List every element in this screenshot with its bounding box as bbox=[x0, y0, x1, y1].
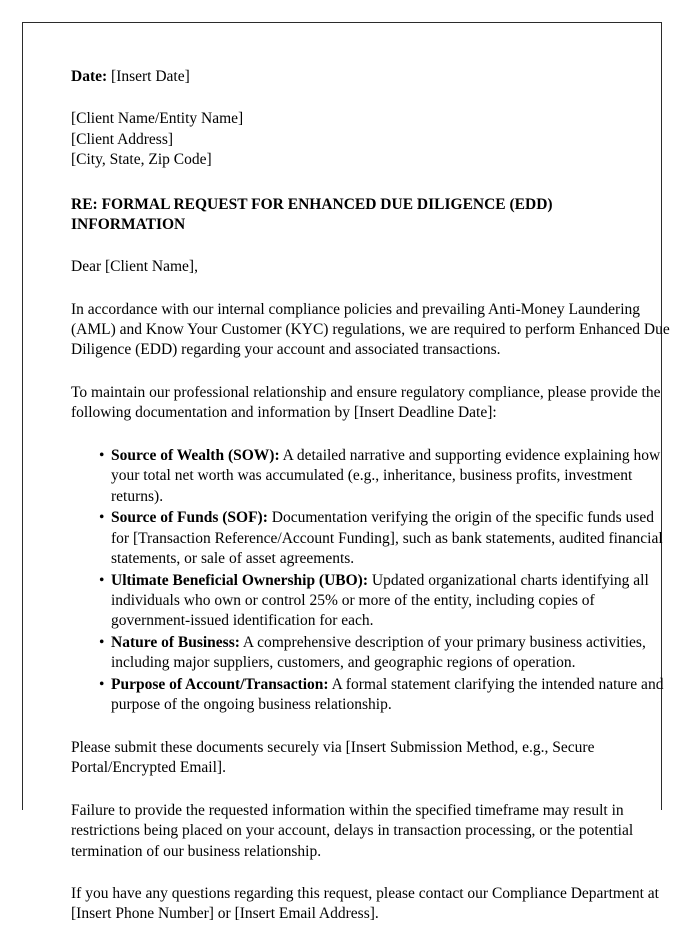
salutation: Dear [Client Name], bbox=[71, 258, 198, 276]
date-value: [Insert Date] bbox=[111, 68, 190, 85]
list-item bbox=[71, 446, 671, 507]
paragraph-submission: Please submit these documents securely via [Insert Submission Method, e.g., Secure Portal/Encrypted Email]. bbox=[71, 738, 595, 777]
requirement-label: Source of Funds (SOF): bbox=[111, 509, 268, 527]
requirement-label: Source of Wealth (SOW): bbox=[111, 446, 280, 464]
date-label: Date: bbox=[71, 68, 108, 85]
requirement-text: Documentation verifying the origin of the specific funds used for [Transaction Reference/Account Funding], such as bank statements, audited financial statements, or sale of asset agreements. bbox=[111, 509, 663, 568]
requirements-list bbox=[71, 446, 671, 716]
requirement-text: A comprehensive description of your primary business activities, including major suppliers, customers, and geographic regions of operation. bbox=[111, 633, 646, 672]
recipient-city-state-zip: [City, State, Zip Code] bbox=[71, 151, 212, 169]
requirement-label: Ultimate Beneficial Ownership (UBO): bbox=[111, 571, 369, 589]
paragraph-request-intro: To maintain our professional relationship and ensure regulatory compliance, please provide the following documentation and information by [Insert Deadline Date]: bbox=[71, 383, 661, 422]
document-body bbox=[71, 67, 671, 947]
requirement-text: A formal statement clarifying the intended nature and purpose of the ongoing business relationship. bbox=[111, 675, 664, 714]
requirement-label: Nature of Business: bbox=[111, 633, 240, 651]
recipient-address: [Client Address] bbox=[71, 130, 174, 148]
recipient-name: [Client Name/Entity Name] bbox=[71, 110, 244, 128]
list-item bbox=[71, 508, 671, 569]
paragraph-introduction: In accordance with our internal compliance policies and prevailing Anti-Money Laundering (AML) and Know Your Customer (KYC) regulations, we are required to perform Enhanced Due Diligence (EDD) regarding your account and associated transactions. bbox=[71, 300, 670, 359]
recipient-address-block bbox=[71, 109, 671, 170]
list-item bbox=[71, 633, 671, 674]
list-item bbox=[71, 571, 671, 632]
requirement-text: Updated organizational charts identifying all individuals who own or control 25% or more of the entity, including copies of government-issued identification for each. bbox=[111, 571, 649, 630]
date-line bbox=[71, 67, 671, 87]
paragraph-contact: If you have any questions regarding this request, please contact our Compliance Department at [Insert Phone Number] or [Insert Email Address]. bbox=[71, 884, 659, 923]
requirement-text: A detailed narrative and supporting evidence explaining how your total net worth was accumulated (e.g., inheritance, business profits, investment returns). bbox=[111, 446, 661, 505]
document-page bbox=[22, 22, 670, 923]
subject-line: RE: FORMAL REQUEST FOR ENHANCED DUE DILIGENCE (EDD) INFORMATION bbox=[71, 195, 553, 233]
paragraph-consequences: Failure to provide the requested information within the specified timeframe may result in restrictions being placed on your account, delays in transaction processing, or the potential termination of our business relationship. bbox=[71, 801, 634, 860]
requirement-label: Purpose of Account/Transaction: bbox=[111, 675, 329, 693]
list-item bbox=[71, 675, 671, 716]
